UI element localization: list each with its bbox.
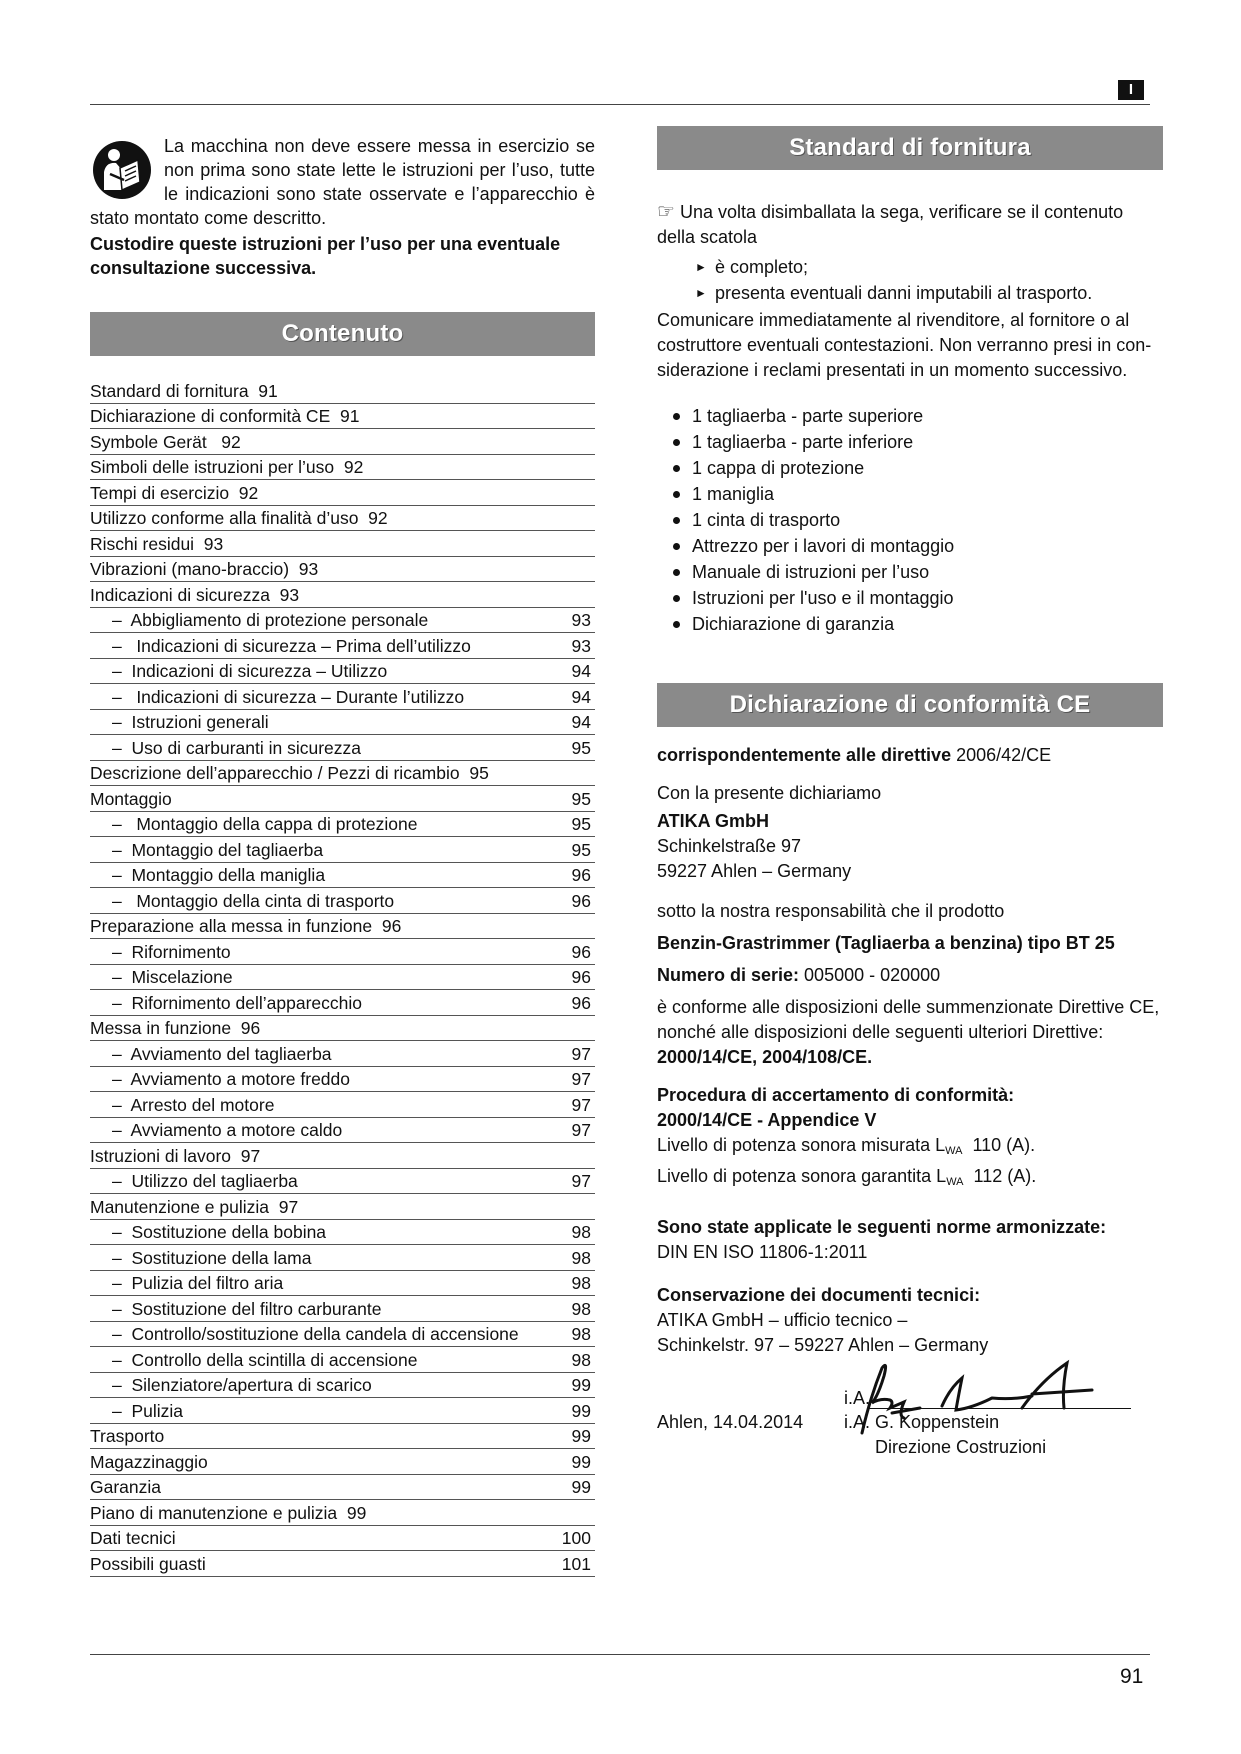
toc-title: Rischi residui 93 [90, 533, 224, 554]
toc-title: – Rifornimento dell’apparecchio [112, 992, 362, 1013]
toc-row [90, 1475, 595, 1501]
toc-row [90, 1067, 595, 1093]
toc-title: – Sostituzione della lama [112, 1247, 312, 1268]
toc-title: – Controllo/sostituzione della candela di accensione [112, 1324, 519, 1344]
procedure-label: Procedura di accertamento di conformità: [657, 1085, 1015, 1105]
conformity-text: è conforme alle disposizioni delle summenzionate Direttive CE, nonché alle disposizioni delle seguenti ulteriori Direttive: [657, 997, 1160, 1042]
toc-row [90, 455, 595, 481]
toc-row [90, 914, 595, 940]
toc-row [90, 659, 595, 685]
supply-item [657, 455, 1163, 481]
toc-row [90, 965, 595, 991]
toc-title: – Montaggio del tagliaerba [112, 839, 324, 860]
toc-row [90, 1424, 595, 1450]
guaranteed-sub: WA [946, 1176, 964, 1188]
norms-label: Sono state applicate le seguenti norme armonizzate: [657, 1217, 1107, 1237]
toc-row [90, 761, 595, 787]
contents-heading: Contenuto [90, 312, 595, 356]
guaranteed-sound-level [657, 1164, 1163, 1195]
toc-page: 96 [571, 941, 591, 962]
norms-value: DIN EN ISO 11806-1:2011 [657, 1242, 868, 1262]
signature-area [657, 1358, 1163, 1488]
bullet-icon [673, 517, 680, 524]
language-badge: I [1118, 80, 1144, 100]
ia-label-top: i.A. [844, 1388, 871, 1408]
toc-title: Garanzia [90, 1477, 162, 1497]
toc-row [90, 1373, 595, 1399]
toc-row [90, 1016, 595, 1042]
check-list [657, 254, 1163, 306]
toc-page: 98 [571, 1298, 591, 1319]
toc-title: Dichiarazione di conformità CE 91 [90, 406, 360, 426]
toc-page: 97 [571, 1120, 591, 1140]
toc-title: – Avviamento a motore freddo [112, 1069, 351, 1089]
read-manual-icon [92, 140, 152, 200]
toc-row [90, 1220, 595, 1246]
bullet-icon [673, 569, 680, 576]
supply-item [657, 585, 1163, 611]
supply-notice: Comunicare immediatamente al rivenditore, al fornitore o al costruttore eventuali contestazioni. Non verranno presi in con-siderazione i reclami presentati in un momento successivo. [657, 310, 1152, 380]
directive-line [657, 743, 1163, 768]
toc-row [90, 633, 595, 659]
bullet-icon [673, 595, 680, 602]
supply-item [657, 403, 1163, 429]
company-name: ATIKA GmbH [657, 811, 769, 831]
bullet-icon [673, 439, 680, 446]
check-item-text: è completo; [715, 257, 809, 277]
toc-row [90, 939, 595, 965]
toc-title: – Pulizia del filtro aria [112, 1273, 284, 1293]
toc-page: 99 [571, 1477, 591, 1497]
toc-title: Standard di fornitura 91 [90, 380, 278, 401]
footer-rule [90, 1654, 1150, 1655]
toc-page: 96 [571, 992, 591, 1013]
declaration-body [657, 743, 1163, 1488]
right-column [657, 126, 1163, 1488]
toc-page: 97 [571, 1094, 591, 1115]
toc-title: Possibili guasti [90, 1553, 206, 1574]
toc-page: 99 [571, 1426, 591, 1446]
check-item [657, 280, 1163, 306]
toc-title: Indicazioni di sicurezza 93 [90, 584, 300, 605]
toc-row [90, 582, 595, 608]
toc-page: 95 [571, 839, 591, 860]
toc-page: 97 [571, 1171, 591, 1191]
toc-row [90, 506, 595, 532]
guaranteed-value: 112 (A). [963, 1166, 1037, 1186]
guaranteed-prefix: Livello di potenza sonora garantita L [657, 1166, 947, 1186]
toc-title: – Pulizia [112, 1400, 184, 1421]
toc-title: Dati tecnici [90, 1528, 176, 1548]
docs-line-2: Schinkelstr. 97 – 59227 Ahlen – Germany [657, 1335, 989, 1355]
toc-page: 96 [571, 865, 591, 885]
toc-title: Utilizzo conforme alla finalità d’uso 92 [90, 508, 388, 528]
toc-title: Simboli delle istruzioni per l’uso 92 [90, 457, 364, 477]
toc-title: – Uso di carburanti in sicurezza [112, 737, 361, 758]
toc-row [90, 557, 595, 583]
toc-title: – Avviamento del tagliaerba [112, 1043, 332, 1064]
toc-title: – Sostituzione della bobina [112, 1222, 327, 1242]
arrow-icon: ► [695, 260, 707, 274]
toc-title: Magazzinaggio [90, 1451, 208, 1472]
toc-page: 95 [571, 788, 591, 809]
bullet-icon [673, 543, 680, 550]
toc-title: Istruzioni di lavoro 97 [90, 1145, 261, 1166]
toc-title: – Indicazioni di sicurezza – Durante l’utilizzo [112, 686, 465, 707]
toc-page: 97 [571, 1043, 591, 1064]
toc-title: Messa in funzione 96 [90, 1018, 261, 1038]
bullet-icon [673, 413, 680, 420]
toc-title: Vibrazioni (mano-braccio) 93 [90, 559, 319, 579]
toc-title: Trasporto [90, 1426, 165, 1446]
place-date: Ahlen, 14.04.2014 [657, 1412, 804, 1432]
pointing-hand-icon: ☞ [657, 201, 675, 223]
toc-title: – Istruzioni generali [112, 712, 269, 732]
toc-row [90, 1118, 595, 1144]
measured-sound-level [657, 1133, 1163, 1164]
toc-row [90, 684, 595, 710]
ia-label-bottom: i.A. [844, 1412, 871, 1432]
toc-row [90, 1526, 595, 1552]
supply-item [657, 429, 1163, 455]
toc-row [90, 1347, 595, 1373]
toc-page: 98 [571, 1222, 591, 1242]
supply-item-text: 1 maniglia [692, 484, 775, 504]
toc-page: 98 [571, 1349, 591, 1370]
bullet-icon [673, 491, 680, 498]
declare-text: Con la presente dichiariamo [657, 783, 882, 803]
toc-row [90, 378, 595, 404]
measured-prefix: Livello di potenza sonora misurata L [657, 1135, 946, 1155]
toc-page: 94 [571, 661, 591, 681]
bullet-icon [673, 465, 680, 472]
supply-item-text: Attrezzo per i lavori di montaggio [692, 536, 955, 556]
toc-title: – Avviamento a motore caldo [112, 1120, 343, 1140]
toc-row [90, 1092, 595, 1118]
toc-page: 94 [571, 712, 591, 732]
supply-item [657, 481, 1163, 507]
signer-name: G. Koppenstein [875, 1412, 1000, 1432]
docs-label: Conservazione dei documenti tecnici: [657, 1285, 981, 1305]
supply-item-text: Manuale di istruzioni per l’uso [692, 562, 930, 582]
toc-page: 96 [571, 890, 591, 911]
toc-row [90, 480, 595, 506]
toc-title: – Controllo della scintilla di accensione [112, 1349, 418, 1370]
toc-row [90, 863, 595, 889]
toc-page: 98 [571, 1247, 591, 1268]
warning-block [90, 134, 595, 280]
toc-title: – Silenziatore/apertura di scarico [112, 1375, 372, 1395]
further-directives: 2000/14/CE, 2004/108/CE. [657, 1047, 873, 1067]
toc-title: Symbole Gerät 92 [90, 431, 241, 452]
directive-value: 2006/42/CE [951, 745, 1052, 765]
supply-item [657, 559, 1163, 585]
toc-row [90, 990, 595, 1016]
directive-label: corrispondentemente alle direttive [657, 745, 952, 765]
toc-row [90, 1271, 595, 1297]
serial-value: 005000 - 020000 [799, 965, 941, 985]
toc-page: 95 [571, 737, 591, 758]
supply-item-text: Istruzioni per l'uso e il montaggio [692, 588, 954, 608]
page-number: 91 [1120, 1665, 1144, 1688]
toc-page: 98 [571, 1324, 591, 1344]
left-column [90, 134, 595, 1577]
toc-title: – Montaggio della cappa di protezione [112, 814, 418, 834]
toc-row [90, 1322, 595, 1348]
toc-page: 93 [571, 610, 591, 630]
product-name: Benzin-Grastrimmer (Tagliaerba a benzina) tipo BT 25 [657, 933, 1115, 953]
serial-label: Numero di serie: [657, 965, 800, 985]
toc-page: 94 [571, 686, 591, 707]
bullet-icon [673, 621, 680, 628]
toc-title: Piano di manutenzione e pulizia 99 [90, 1502, 367, 1523]
measured-value: 110 (A). [962, 1135, 1036, 1155]
toc-title: – Arresto del motore [112, 1094, 275, 1115]
signer-role: Direzione Costruzioni [875, 1437, 1047, 1457]
company-street: Schinkelstraße 97 [657, 836, 802, 856]
docs-line-1: ATIKA GmbH – ufficio tecnico – [657, 1310, 908, 1330]
supply-intro [657, 200, 1163, 250]
table-of-contents [90, 378, 595, 1577]
check-item [657, 254, 1163, 280]
procedure-value: 2000/14/CE - Appendice V [657, 1110, 877, 1130]
toc-title: – Indicazioni di sicurezza – Utilizzo [112, 661, 388, 681]
toc-page: 101 [561, 1553, 591, 1574]
toc-row [90, 1551, 595, 1577]
toc-page: 99 [571, 1400, 591, 1421]
keep-instructions-note: Custodire queste istruzioni per l’uso per una eventuale consultazione successiva. [90, 234, 561, 278]
toc-row [90, 404, 595, 430]
toc-row [90, 1169, 595, 1195]
toc-row [90, 812, 595, 838]
warning-text: La macchina non deve essere messa in esercizio se non prima sono state lette le istruzioni per l’uso, tutte le indicazioni sono state osservate e l’apparecchio è stato montato come descritto. [90, 136, 595, 228]
toc-title: – Montaggio della maniglia [112, 865, 326, 885]
toc-row [90, 1398, 595, 1424]
check-item-text: presenta eventuali danni imputabili al trasporto. [715, 283, 1093, 303]
toc-row [90, 1296, 595, 1322]
toc-row [90, 710, 595, 736]
toc-row [90, 837, 595, 863]
toc-page: 100 [561, 1528, 591, 1548]
toc-row [90, 608, 595, 634]
toc-title: – Abbigliamento di protezione personale [112, 610, 429, 630]
toc-row [90, 1500, 595, 1526]
declaration-heading: Dichiarazione di conformità CE [657, 683, 1163, 727]
toc-page: 96 [571, 967, 591, 987]
toc-title: Preparazione alla messa in funzione 96 [90, 916, 402, 936]
measured-sub: WA [945, 1145, 963, 1157]
supply-heading: Standard di fornitura [657, 126, 1163, 170]
toc-row [90, 735, 595, 761]
supply-intro-text: Una volta disimballata la sega, verificare se il contenuto della scatola [657, 202, 1124, 247]
toc-title: Tempi di esercizio 92 [90, 482, 259, 503]
toc-row [90, 531, 595, 557]
toc-title: Descrizione dell’apparecchio / Pezzi di ricambio 95 [90, 763, 489, 783]
serial-line [657, 963, 1163, 988]
toc-title: – Montaggio della cinta di trasporto [112, 890, 395, 911]
supply-item [657, 507, 1163, 533]
toc-row [90, 429, 595, 455]
toc-title: Montaggio [90, 788, 172, 809]
supply-item [657, 533, 1163, 559]
supply-item-text: 1 tagliaerba - parte superiore [692, 406, 924, 426]
toc-row [90, 1194, 595, 1220]
toc-page: 99 [571, 1451, 591, 1472]
toc-page: 99 [571, 1375, 591, 1395]
toc-page: 95 [571, 814, 591, 834]
toc-row [90, 1449, 595, 1475]
header-rule [90, 104, 1150, 105]
toc-row [90, 786, 595, 812]
signature-line [869, 1408, 1131, 1409]
supply-item-text: 1 cinta di trasporto [692, 510, 841, 530]
toc-title: – Rifornimento [112, 941, 231, 962]
supply-item-text: 1 tagliaerba - parte inferiore [692, 432, 914, 452]
supply-item [657, 611, 1163, 637]
supply-list [657, 403, 1163, 637]
supply-item-text: 1 cappa di protezione [692, 458, 865, 478]
toc-row [90, 1245, 595, 1271]
toc-row [90, 888, 595, 914]
toc-page: 98 [571, 1273, 591, 1293]
supply-item-text: Dichiarazione di garanzia [692, 614, 895, 634]
toc-title: – Miscelazione [112, 967, 233, 987]
toc-title: – Sostituzione del filtro carburante [112, 1298, 382, 1319]
responsibility-text: sotto la nostra responsabilità che il prodotto [657, 901, 1005, 921]
toc-row [90, 1143, 595, 1169]
toc-title: Manutenzione e pulizia 97 [90, 1196, 299, 1217]
company-city: 59227 Ahlen – Germany [657, 861, 852, 881]
toc-page: 97 [571, 1069, 591, 1089]
toc-row [90, 1041, 595, 1067]
toc-title: – Utilizzo del tagliaerba [112, 1171, 298, 1191]
toc-title: – Indicazioni di sicurezza – Prima dell’utilizzo [112, 635, 471, 656]
arrow-icon: ► [695, 286, 707, 300]
toc-page: 93 [571, 635, 591, 656]
